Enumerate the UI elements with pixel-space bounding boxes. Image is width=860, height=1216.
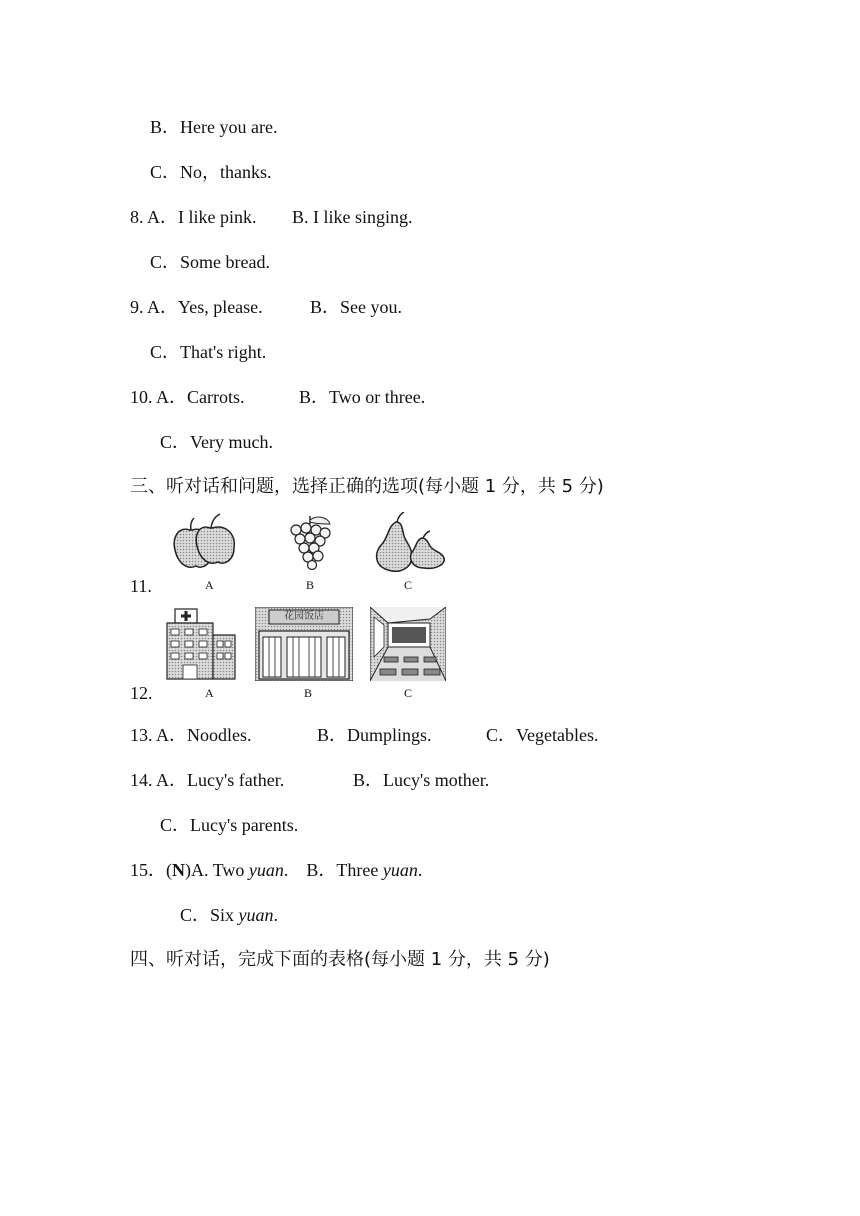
q15-option-c-line <box>180 904 278 926</box>
q8-option-b: B. I like singing. <box>292 207 413 227</box>
q10-option-b: B．Two or three. <box>299 387 426 407</box>
q13-option-a: 13. A．Noodles. <box>130 725 252 745</box>
hospital-icon <box>165 607 237 681</box>
q9-option-b: B．See you. <box>310 297 402 317</box>
q14-option-b: B．Lucy's mother. <box>353 770 490 790</box>
q7-option-c: C．No，thanks. <box>150 162 272 182</box>
q10-option-a: 10. A．Carrots. <box>130 387 245 407</box>
q15-answer-mark: N <box>172 860 185 880</box>
q11-number: 11. <box>130 576 152 596</box>
classroom-icon <box>370 607 446 681</box>
q12-option-a-label: A <box>205 686 214 700</box>
q13-option-c: C．Vegetables. <box>486 725 599 745</box>
q12-option-b-label: B <box>304 686 313 700</box>
q14-option-c: C．Lucy's parents. <box>160 815 299 835</box>
q15-end: . <box>417 860 423 880</box>
q9-option-a: 9. A．Yes, please. <box>130 297 263 317</box>
q15-option-b: . B．Three <box>283 860 383 880</box>
q10-option-c: C．Very much. <box>160 432 273 452</box>
section-3-heading: 三、听对话和问题，选择正确的选项(每小题 1 分，共 5 分) <box>130 476 604 497</box>
section-4-heading: 四、听对话，完成下面的表格(每小题 1 分，共 5 分) <box>130 949 550 970</box>
q15-option-c-unit: yuan <box>238 905 274 925</box>
q7-option-b: B．Here you are. <box>150 117 278 137</box>
q15-option-a-unit: yuan <box>248 860 284 880</box>
q15-option-c-end: . <box>273 905 279 925</box>
q11-option-c-label: C <box>404 578 413 592</box>
q15-line <box>130 859 422 881</box>
q11-option-b-label: B <box>306 578 315 592</box>
q8-option-c: C．Some bread. <box>150 252 270 272</box>
q12-number: 12. <box>130 683 153 703</box>
q9-option-c: C．That's right. <box>150 342 267 362</box>
q15-option-c: C．Six <box>180 905 239 925</box>
hotel-sign-text: 花园饭店 <box>284 611 324 622</box>
q15-option-b-unit: yuan <box>382 860 418 880</box>
hotel-icon <box>255 607 353 681</box>
q14-option-a: 14. A．Lucy's father. <box>130 770 285 790</box>
q12-option-c-label: C <box>404 686 413 700</box>
q8-option-a: 8. A．I like pink. <box>130 207 257 227</box>
q15-prefix: 15．( <box>130 860 172 880</box>
grapes-icon <box>284 514 334 570</box>
q11-option-a-label: A <box>205 578 214 592</box>
apple-icon <box>170 512 238 572</box>
q15-option-a: )A. Two <box>185 860 249 880</box>
pear-icon <box>370 512 448 572</box>
q13-option-b: B．Dumplings. <box>317 725 432 745</box>
